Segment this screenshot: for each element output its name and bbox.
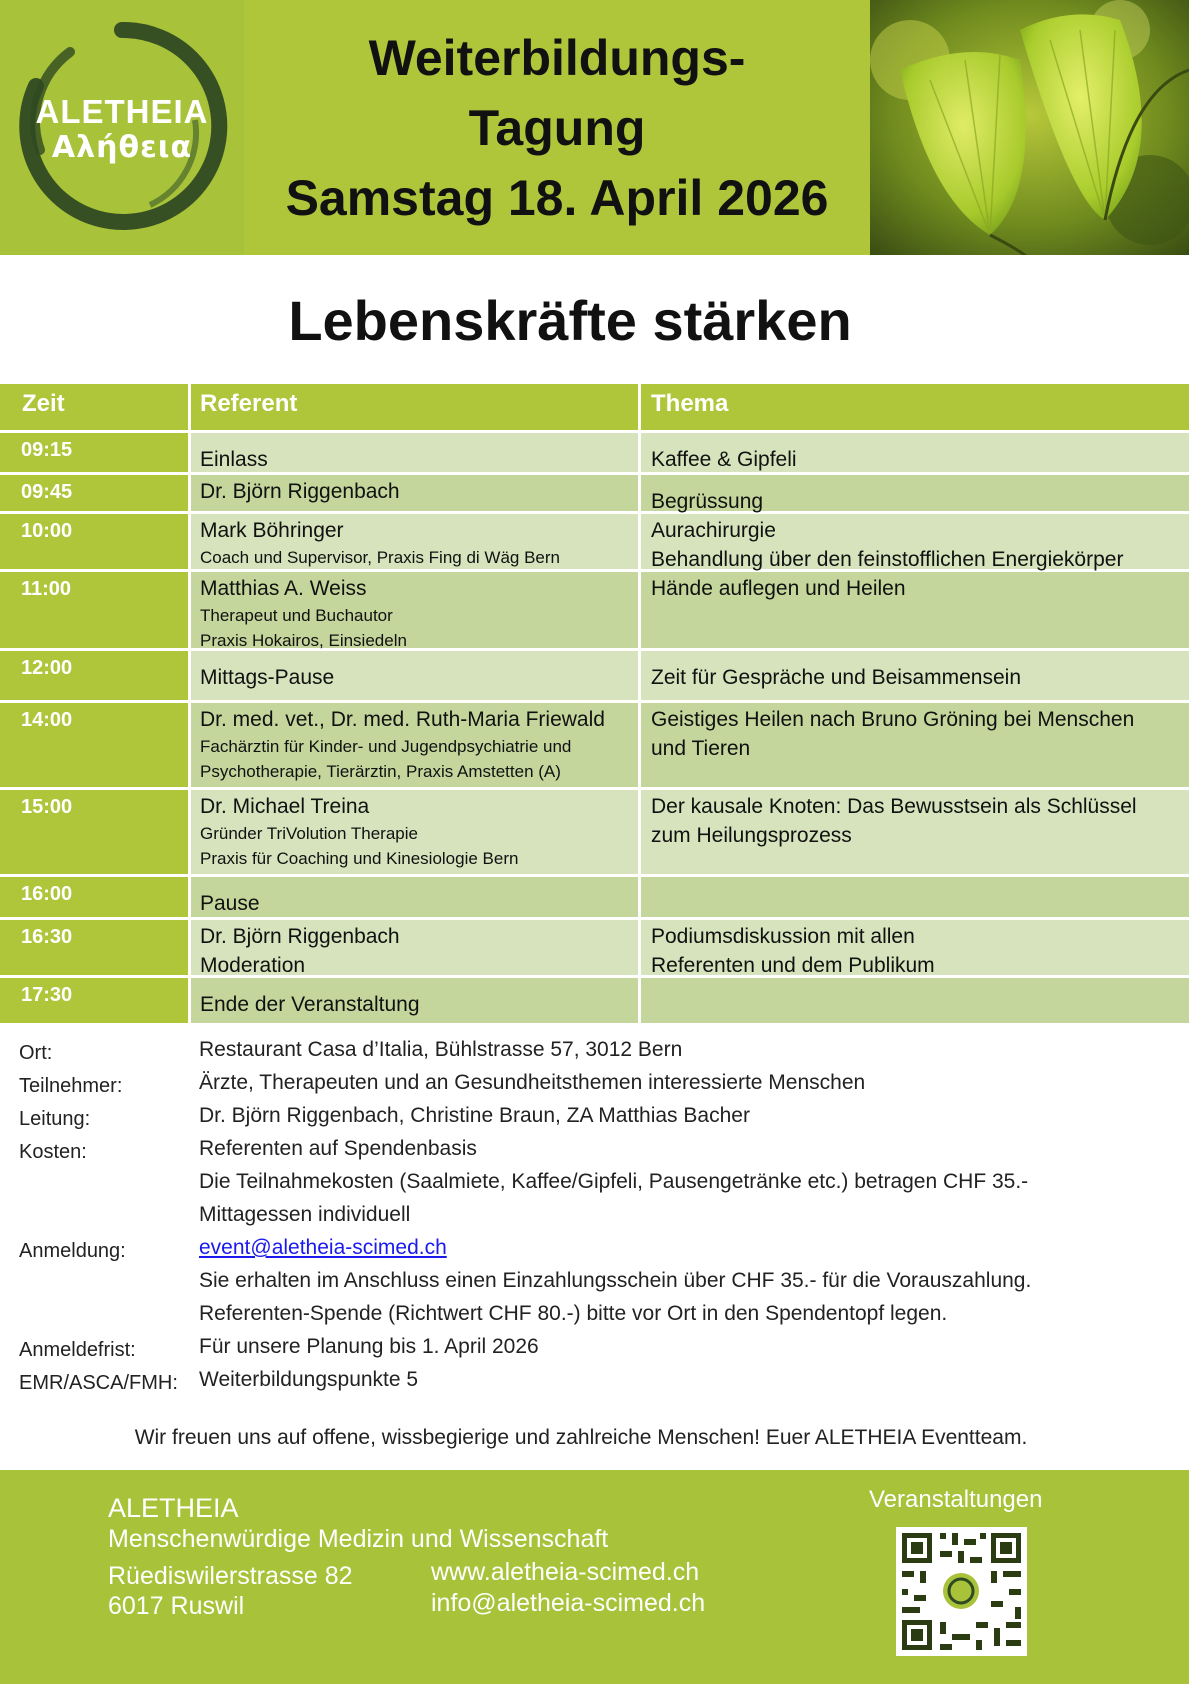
row-referent	[190, 651, 638, 700]
theme-line: Der kausale Knoten: Das Bewusstsein als Schlüssel	[651, 795, 1137, 818]
row-theme	[640, 651, 1189, 700]
row-referent	[190, 978, 638, 1023]
info-row-ort	[0, 1036, 1189, 1069]
row-time: 15:00	[0, 790, 188, 874]
referent-name: Dr. Michael Treina	[200, 795, 370, 818]
referent-detail: Moderation	[200, 954, 306, 977]
theme-line: Hände auflegen und Heilen	[651, 577, 906, 600]
row-theme	[640, 790, 1189, 874]
row-theme	[640, 433, 1189, 472]
table-row	[0, 978, 1189, 1023]
row-theme	[640, 703, 1189, 787]
info-value: Mittagessen individuell	[199, 1203, 411, 1226]
info-row-credits	[0, 1366, 1189, 1399]
row-time: 14:00	[0, 703, 188, 787]
closing-message: Wir freuen uns auf offene, wissbegierige und zahlreiche Menschen! Euer ALETHEIA Eventteam.	[134, 1426, 1028, 1449]
row-time: 10:00	[0, 514, 188, 569]
footer-tagline: Menschenwürdige Medizin und Wissenschaft	[108, 1525, 609, 1553]
title-panel	[244, 0, 870, 255]
row-referent	[190, 920, 638, 975]
referent-detail: Fachärztin für Kinder- und Jugendpsychiatrie und	[200, 737, 572, 756]
info-row-teilnehmer	[0, 1069, 1189, 1102]
info-label: Anmeldefrist:	[19, 1339, 136, 1361]
row-theme	[640, 920, 1189, 975]
info-value: Ärzte, Therapeuten und an Gesundheitsthemen interessierte Menschen	[199, 1071, 866, 1094]
referent-name: Mark Böhringer	[200, 519, 344, 542]
theme-line: zum Heilungsprozess	[651, 824, 852, 847]
info-value: Weiterbildungspunkte 5	[199, 1368, 419, 1391]
info-row-kosten	[0, 1135, 1189, 1168]
row-referent	[190, 877, 638, 917]
info-row-anmeldung	[0, 1234, 1189, 1267]
info-value: Restaurant Casa d’Italia, Bühlstrasse 57, 3012 Bern	[199, 1038, 683, 1061]
referent-detail: Praxis Hokairos, Einsiedeln	[200, 631, 407, 650]
page-title: Lebenskräfte stärken	[288, 289, 852, 352]
referent-detail: Psychotherapie, Tierärztin, Praxis Amstetten (A)	[200, 762, 561, 781]
row-time: 16:00	[0, 877, 188, 917]
theme-line: Zeit für Gespräche und Beisammensein	[651, 666, 1022, 689]
theme-line: und Tieren	[651, 737, 751, 760]
row-theme	[640, 877, 1189, 917]
row-referent	[190, 475, 638, 511]
logo-panel	[0, 0, 244, 255]
table-row	[0, 877, 1189, 920]
referent-name: Mittags-Pause	[200, 666, 335, 689]
row-referent	[190, 433, 638, 472]
referent-detail: Therapeut und Buchautor	[200, 606, 393, 625]
title-line-3: Samstag 18. April 2026	[285, 169, 829, 226]
footer-email-link[interactable]: info@aletheia-scimed.ch	[431, 1589, 706, 1617]
event-info	[0, 1036, 1189, 1399]
title-line-1: Weiterbildungs-	[368, 29, 746, 86]
qr-code-icon[interactable]	[896, 1527, 1027, 1656]
info-row-mittagessen	[0, 1201, 1189, 1234]
row-theme	[640, 514, 1189, 569]
info-value: Referenten-Spende (Richtwert CHF 80.-) bitte vor Ort in den Spendentopf legen.	[199, 1302, 948, 1325]
theme-line: Podiumsdiskussion mit allen	[651, 925, 915, 948]
info-label: Ort:	[19, 1042, 53, 1064]
info-label: EMR/ASCA/FMH:	[19, 1372, 178, 1394]
info-row-anmeldefrist	[0, 1333, 1189, 1366]
info-value: Die Teilnahmekosten (Saalmiete, Kaffee/Gipfeli, Pausengetränke etc.) betragen CHF 35.-	[199, 1170, 1029, 1193]
footer-website-link[interactable]: www.aletheia-scimed.ch	[431, 1558, 700, 1586]
row-time: 09:15	[0, 433, 188, 472]
qr-label: Veranstaltungen	[869, 1486, 1043, 1513]
row-referent	[190, 572, 638, 648]
info-value: Dr. Björn Riggenbach, Christine Braun, ZA Matthias Bacher	[199, 1104, 750, 1127]
info-value: Referenten auf Spendenbasis	[199, 1137, 477, 1160]
info-row-einzahlung	[0, 1267, 1189, 1300]
row-referent	[190, 514, 638, 569]
row-theme	[640, 978, 1189, 1023]
referent-name: Dr. Björn Riggenbach	[200, 480, 400, 503]
logo-latin: ALETHEIA	[35, 93, 209, 130]
table-row	[0, 790, 1189, 877]
table-row	[0, 433, 1189, 475]
registration-email-link[interactable]: event@aletheia-scimed.ch	[199, 1236, 447, 1259]
table-row	[0, 703, 1189, 790]
aletheia-logo-icon	[0, 0, 244, 255]
table-row	[0, 475, 1189, 514]
row-time: 09:45	[0, 475, 188, 511]
row-time: 12:00	[0, 651, 188, 700]
info-label: Leitung:	[19, 1108, 91, 1130]
info-value: Für unsere Planung bis 1. April 2026	[199, 1335, 539, 1358]
table-row	[0, 920, 1189, 978]
title-line-2: Tagung	[468, 99, 646, 156]
row-time: 16:30	[0, 920, 188, 975]
table-header-row	[0, 384, 1189, 433]
info-row-leitung	[0, 1102, 1189, 1135]
info-value: Sie erhalten im Anschluss einen Einzahlungsschein über CHF 35.- für die Vorauszahlung.	[199, 1269, 1032, 1292]
info-value	[199, 1236, 447, 1260]
referent-name: Einlass	[200, 448, 268, 471]
theme-line: Aurachirurgie	[651, 519, 776, 542]
footer-org: ALETHEIA	[108, 1493, 239, 1523]
theme-line: Geistiges Heilen nach Bruno Gröning bei Menschen	[651, 708, 1135, 731]
header	[0, 0, 1189, 255]
column-header-zeit: Zeit	[0, 384, 188, 430]
theme-line: Behandlung über den feinstofflichen Energiekörper	[651, 548, 1124, 571]
info-label: Teilnehmer:	[19, 1075, 123, 1097]
table-row	[0, 651, 1189, 703]
referent-detail: Praxis für Coaching und Kinesiologie Bern	[200, 849, 519, 868]
table-row	[0, 514, 1189, 572]
column-header-thema: Thema	[640, 384, 1189, 430]
info-row-kosten-detail	[0, 1168, 1189, 1201]
referent-detail: Gründer TriVolution Therapie	[200, 824, 418, 843]
schedule-table	[0, 384, 1189, 1023]
theme-line: Referenten und dem Publikum	[651, 954, 935, 977]
info-label: Anmeldung:	[19, 1240, 126, 1262]
footer-city: 6017 Ruswil	[108, 1592, 245, 1620]
referent-name: Dr. med. vet., Dr. med. Ruth-Maria Friewald	[200, 708, 605, 731]
referent-name: Matthias A. Weiss	[200, 577, 367, 600]
info-row-spende	[0, 1300, 1189, 1333]
column-header-referent: Referent	[190, 384, 638, 430]
row-referent	[190, 790, 638, 874]
referent-name: Ende der Veranstaltung	[200, 993, 420, 1016]
footer-street: Rüediswilerstrasse 82	[108, 1562, 353, 1590]
theme-line: Kaffee & Gipfeli	[651, 448, 797, 471]
row-time: 11:00	[0, 572, 188, 648]
row-theme	[640, 475, 1189, 511]
info-label: Kosten:	[19, 1141, 87, 1163]
footer	[0, 1470, 1189, 1684]
row-referent	[190, 703, 638, 787]
theme-line: Begrüssung	[651, 490, 764, 513]
referent-name: Pause	[200, 892, 260, 915]
referent-name: Dr. Björn Riggenbach	[200, 925, 400, 948]
ginkgo-leaf-photo	[870, 0, 1189, 255]
row-time: 17:30	[0, 978, 188, 1023]
referent-detail: Coach und Supervisor, Praxis Fing di Wäg Bern	[200, 548, 561, 567]
table-row	[0, 572, 1189, 651]
row-theme	[640, 572, 1189, 648]
logo-greek: Αλήθεια	[51, 130, 193, 165]
